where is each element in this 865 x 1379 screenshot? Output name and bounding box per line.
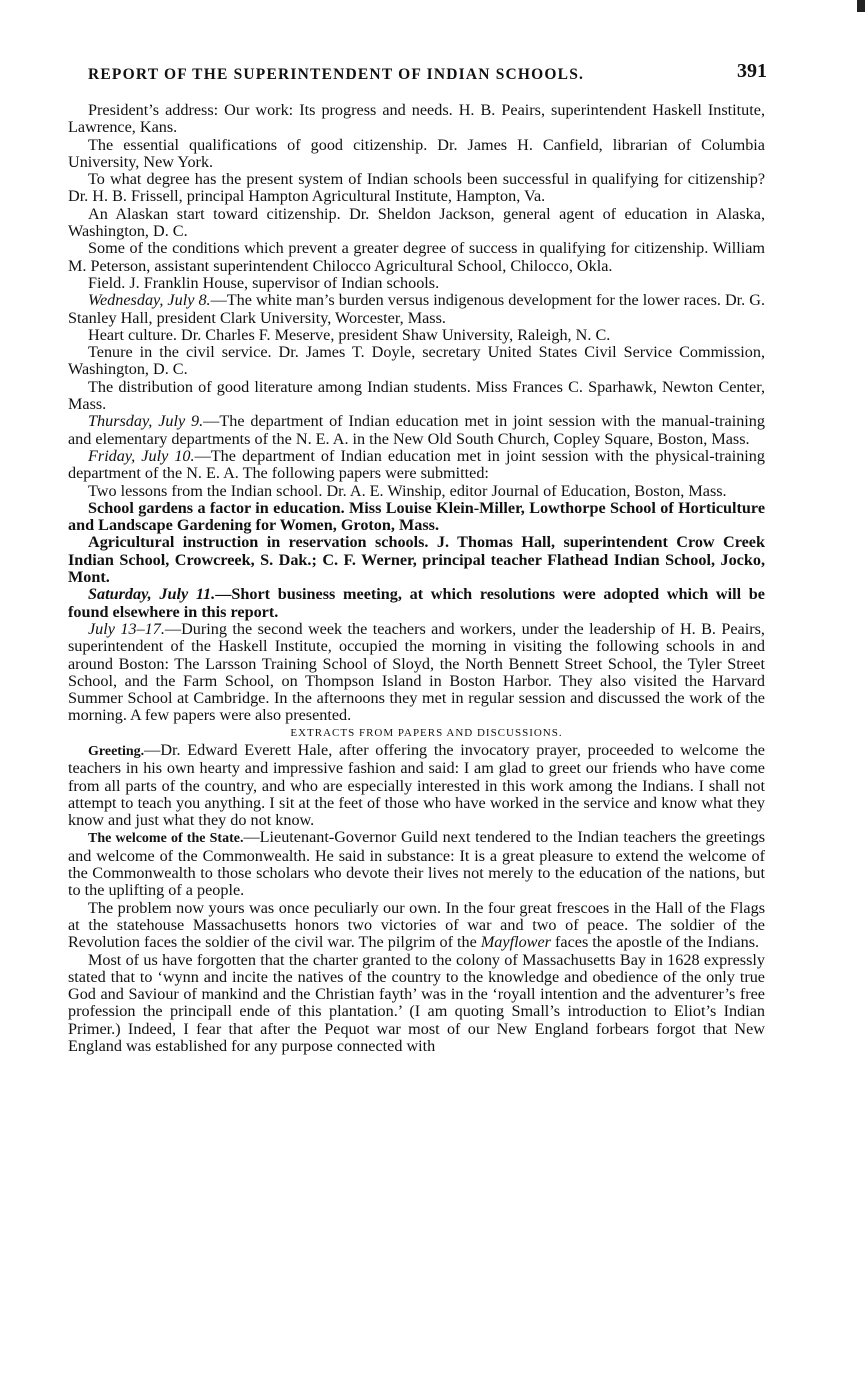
day-text: —Short business meeting, at which resolutions were adopted which will be found elsewhere in this report.	[68, 585, 765, 621]
program-item: Heart culture. Dr. Charles F. Meserve, president Shaw University, Raleigh, N. C.	[88, 325, 611, 344]
paragraph-text: —Lieutenant-Governor Guild next tendered to the Indian teachers the greetings and welcome of the Commonwealth. He said in substance: It is a great pleasure to extend the welcome of the Commonwealth to those scholars who devote their lives not merely to the education of the nations, but to the uplifting of a people.	[68, 828, 765, 900]
day-entry-wednesday	[68, 292, 765, 327]
program-item: Agricultural instruction in reservation schools. J. Thomas Hall, superintendent Crow Creek Indian School, Crowcreek, S. Dak.; C. F. Werner, principal teacher Flathead Indian School, Jocko, Mont.	[68, 533, 765, 587]
program-item: President’s address: Our work: Its progress and needs. H. B. Peairs, superintendent Haskell Institute, Lawrence, Kans.	[68, 101, 765, 137]
page-body	[68, 102, 765, 1055]
paragraph-text: The problem now yours was once peculiarly our own. In the four great frescoes in the Hall of the Flags at the statehouse Massachusetts honors two victories of war and two of peace. The soldier of the Revolution faces the soldier of the civil war. The pilgrim of the	[68, 898, 765, 952]
day-date: July 13–17.	[88, 619, 165, 638]
program-item: Some of the conditions which prevent a greater degree of success in qualifying for citizenship. William M. Peterson, assistant superintendent Chilocco Agricultural School, Chilocco, Okla.	[68, 239, 765, 275]
page-number: 391	[737, 60, 767, 82]
scan-corner-mark	[857, 0, 865, 12]
program-item: The distribution of good literature among Indian students. Miss Frances C. Sparhawk, Newton Center, Mass.	[68, 377, 765, 414]
program-item: School gardens a factor in education. Miss Louise Klein-Miller, Lowthorpe School of Horticulture and Landscape Gardening for Women, Groton, Mass.	[68, 498, 765, 535]
program-item: Tenure in the civil service. Dr. James T. Doyle, secretary United States Civil Service Commission, Washington, D. C.	[68, 343, 765, 379]
day-text: —The department of Indian education met in joint session with the manual-training and elementary departments of the N. E. A. in the New Old South Church, Copley Square, Boston, Mass.	[68, 412, 765, 448]
day-entry-friday	[68, 448, 765, 483]
program-item: To what degree has the present system of Indian schools been successful in qualifying for citizenship? Dr. H. B. Frissell, principal Hampton Agricultural Institute, Hampton, Va.	[68, 170, 765, 206]
program-item: Field. J. Franklin House, supervisor of Indian schools.	[88, 273, 440, 292]
day-text: —The department of Indian education met in joint session with the physical-training department of the N. E. A. The following papers were submitted:	[68, 446, 765, 483]
day-entry-thursday	[68, 413, 765, 448]
paragraph-welcome	[68, 829, 765, 899]
paragraph-text: faces the apostle of the Indians.	[550, 933, 760, 952]
day-entry-july	[68, 621, 765, 725]
paragraph-text: —Dr. Edward Everett Hale, after offering the invocatory prayer, proceeded to welcome the teachers in his own hearty and impressive fashion and said: I am glad to greet our friends who have come from all parts of the country, and who are especially interested in this work among the Indians. I shall not attempt to teach you anything. I sit at the feet of those who have worked in the service and know what they know and just what they do not know.	[68, 740, 765, 830]
day-entry-saturday	[68, 586, 765, 621]
paragraph-problem	[68, 900, 765, 952]
day-text: —The white man’s burden versus indigenous development for the lower races. Dr. G. Stanley Hall, president Clark University, Worcester, Mass.	[68, 291, 766, 327]
page-header	[68, 60, 765, 88]
day-text: —During the second week the teachers and workers, under the leadership of H. B. Peairs, superintendent of the Haskell Institute, occupied the morning in visiting the following schools in and around Boston: The Larsson Training School of Sloyd, the North Bennett Street School, the Tyler Street School, and the Farm School, on Thompson Island in Boston Harbor. They also visited the Harvard Summer School at Cambridge. In the afternoons they met in regular session and discussed the work of the morning. A few papers were also presented.	[68, 619, 765, 725]
run-in-heading: The welcome of the State.	[88, 831, 244, 847]
paragraph-charter: Most of us have forgotten that the charter granted to the colony of Massachusetts Bay in 1628 expressly stated that to ‘wynn and incite the natives of the country to the knowledge and obedience of the only true God and Saviour of mankind and the Christian fayth’ was in the ‘royall intention and the adventurer’s free profession the principall ende of this plantation.’ (I am quoting Small’s introduction to Eliot’s Indian Primer.) Indeed, I fear that after the Pequot war most of our New England forbears forgot that New England was established for any purpose connected with	[68, 950, 765, 1056]
program-item: Two lessons from the Indian school. Dr. A. E. Winship, editor Journal of Education, Boston, Mass.	[88, 481, 727, 500]
day-date: Friday, July 10.	[88, 446, 195, 465]
day-date: Thursday, July 9.	[88, 412, 204, 431]
program-item: An Alaskan start toward citizenship. Dr. Sheldon Jackson, general agent of education in Alaska, Washington, D. C.	[68, 204, 765, 241]
section-heading: EXTRACTS FROM PAPERS AND DISCUSSIONS.	[290, 726, 563, 739]
day-date: Wednesday, July 8.	[88, 291, 211, 310]
day-date: Saturday, July 11.	[88, 585, 216, 604]
program-item: The essential qualifications of good citizenship. Dr. James H. Canfield, librarian of Columbia University, New York.	[68, 135, 765, 171]
ship-name: Mayflower	[480, 933, 551, 952]
running-head: REPORT OF THE SUPERINTENDENT OF INDIAN SCHOOLS.	[88, 66, 585, 83]
paragraph-greeting	[68, 742, 765, 829]
run-in-heading: Greeting.	[88, 743, 145, 759]
